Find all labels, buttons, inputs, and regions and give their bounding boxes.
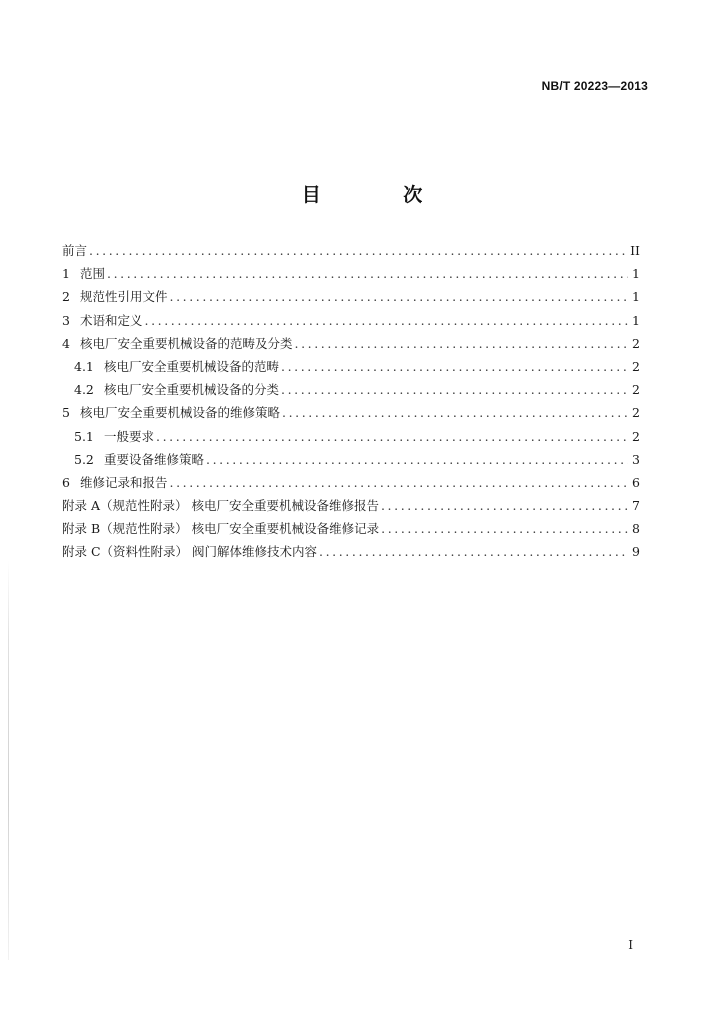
toc-entry-4-1[interactable] bbox=[62, 355, 640, 378]
page-number: I bbox=[628, 938, 633, 952]
entry-number: 2 bbox=[62, 289, 70, 305]
entry-title: 附录 C（资料性附录） 阀门解体维修技术内容 bbox=[62, 544, 318, 560]
entry-number: 4.2 bbox=[74, 382, 94, 398]
toc-entry-foreword[interactable] bbox=[62, 239, 640, 262]
entry-page: 1 bbox=[632, 312, 640, 328]
entry-number: 6 bbox=[62, 474, 70, 490]
toc-entry-5-2[interactable] bbox=[62, 448, 640, 471]
entry-number: 5 bbox=[62, 405, 70, 421]
table-of-contents bbox=[62, 239, 640, 564]
toc-entry-5-1[interactable] bbox=[62, 425, 640, 448]
entry-title: 核电厂安全重要机械设备的范畴 bbox=[104, 358, 280, 374]
entry-title: 核电厂安全重要机械设备的分类 bbox=[104, 382, 280, 398]
entry-page: 1 bbox=[632, 289, 640, 305]
entry-page: II bbox=[630, 243, 640, 258]
dot-leader bbox=[295, 332, 628, 355]
toc-entry-1[interactable] bbox=[62, 262, 640, 285]
dot-leader bbox=[319, 540, 628, 563]
entry-number: 5.1 bbox=[74, 428, 94, 444]
scan-edge-artifact bbox=[8, 560, 9, 960]
dot-leader bbox=[170, 285, 628, 308]
entry-title: 规范性引用文件 bbox=[80, 289, 168, 305]
entry-title: 范围 bbox=[80, 266, 106, 282]
entry-page: 1 bbox=[632, 266, 640, 282]
entry-title: 重要设备维修策略 bbox=[104, 451, 205, 467]
toc-title: 目 次 bbox=[301, 184, 461, 206]
entry-page: 2 bbox=[632, 428, 640, 444]
toc-entry-appendix-b[interactable] bbox=[62, 517, 640, 540]
entry-page: 8 bbox=[632, 521, 640, 537]
dot-leader bbox=[282, 401, 628, 424]
dot-leader bbox=[107, 262, 628, 285]
toc-entry-5[interactable] bbox=[62, 401, 640, 424]
entry-number: 1 bbox=[62, 266, 70, 282]
entry-title: 附录 B（规范性附录） 核电厂安全重要机械设备维修记录 bbox=[62, 521, 380, 537]
entry-page: 2 bbox=[632, 358, 640, 374]
entry-page: 2 bbox=[632, 382, 640, 398]
entry-number: 4.1 bbox=[74, 358, 94, 374]
entry-number: 5.2 bbox=[74, 451, 94, 467]
entry-title: 一般要求 bbox=[104, 428, 155, 444]
entry-page: 6 bbox=[632, 474, 640, 490]
dot-leader bbox=[156, 425, 628, 448]
dot-leader bbox=[206, 448, 628, 471]
dot-leader bbox=[281, 378, 628, 401]
toc-entry-6[interactable] bbox=[62, 471, 640, 494]
toc-entry-2[interactable] bbox=[62, 285, 640, 308]
toc-entry-appendix-a[interactable] bbox=[62, 494, 640, 517]
entry-number: 4 bbox=[62, 335, 70, 351]
entry-page: 2 bbox=[632, 405, 640, 421]
entry-title: 前言 bbox=[62, 243, 88, 258]
dot-leader bbox=[170, 471, 628, 494]
dot-leader bbox=[89, 239, 628, 262]
entry-title: 附录 A（规范性附录） 核电厂安全重要机械设备维修报告 bbox=[62, 498, 379, 514]
dot-leader bbox=[281, 355, 628, 378]
dot-leader bbox=[145, 309, 628, 332]
entry-page: 7 bbox=[632, 498, 640, 514]
entry-number: 3 bbox=[62, 312, 70, 328]
toc-entry-4[interactable] bbox=[62, 332, 640, 355]
standard-code: NB/T 20223—2013 bbox=[541, 79, 648, 93]
dot-leader bbox=[381, 517, 628, 540]
entry-page: 9 bbox=[632, 544, 640, 560]
dot-leader bbox=[381, 494, 628, 517]
toc-entry-appendix-c[interactable] bbox=[62, 540, 640, 563]
toc-entry-3[interactable] bbox=[62, 309, 640, 332]
entry-title: 维修记录和报告 bbox=[80, 474, 168, 490]
entry-title: 术语和定义 bbox=[80, 312, 143, 328]
entry-title: 核电厂安全重要机械设备的维修策略 bbox=[80, 405, 281, 421]
entry-page: 2 bbox=[632, 335, 640, 351]
entry-page: 3 bbox=[632, 451, 640, 467]
toc-entry-4-2[interactable] bbox=[62, 378, 640, 401]
entry-title: 核电厂安全重要机械设备的范畴及分类 bbox=[80, 335, 293, 351]
